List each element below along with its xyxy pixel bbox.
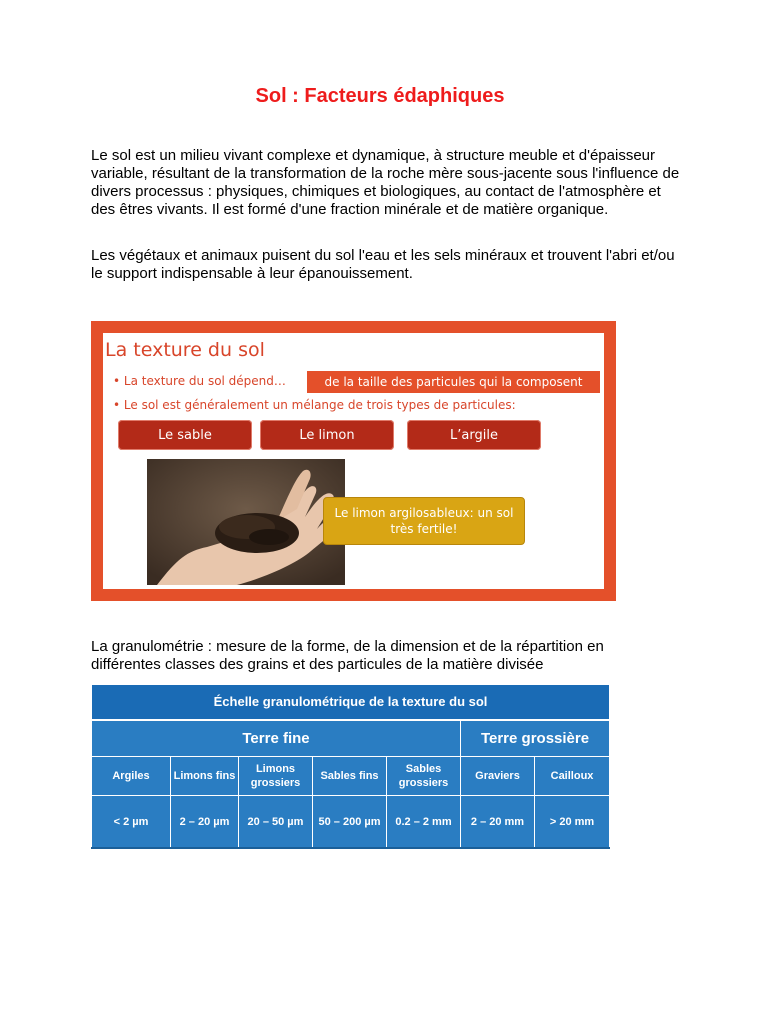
value-cell: 0.2 – 2 mm	[387, 796, 461, 849]
slide-content	[103, 333, 604, 589]
header-cell: Sables fins	[313, 757, 387, 796]
header-cell: Limons grossiers	[239, 757, 313, 796]
slide-title: La texture du sol	[105, 339, 265, 361]
header-cell: Graviers	[461, 757, 535, 796]
slide-bullet-2: • Le sol est généralement un mélange de trois types de particules:	[113, 398, 516, 412]
table-value-row	[92, 796, 610, 849]
granulometric-scale-table	[91, 684, 610, 849]
table-header-row	[92, 757, 610, 796]
header-cell: Limons fins	[171, 757, 239, 796]
value-cell: > 20 mm	[535, 796, 610, 849]
value-cell: 50 – 200 µm	[313, 796, 387, 849]
group-fine-earth: Terre fine	[92, 720, 461, 757]
particle-box-clay: L’argile	[407, 420, 541, 450]
table-title-row	[92, 685, 610, 721]
granulometry-paragraph: La granulométrie : mesure de la forme, de la dimension et de la répartition en différentes classes des grains et des particules de la matière divisée	[91, 638, 604, 673]
value-cell: 20 – 50 µm	[239, 796, 313, 849]
particle-box-silt: Le limon	[260, 420, 394, 450]
page-title: Sol : Facteurs édaphiques	[255, 85, 505, 107]
hand-with-soil-photo	[147, 459, 345, 585]
group-coarse-earth: Terre grossière	[461, 720, 610, 757]
fertile-soil-callout: Le limon argilosableux: un sol très fertile!	[323, 497, 525, 545]
table-title: Échelle granulométrique de la texture du sol	[92, 685, 610, 721]
header-cell: Argiles	[92, 757, 171, 796]
slide-bullet-1: • La texture du sol dépend…	[113, 374, 286, 388]
header-cell: Cailloux	[535, 757, 610, 796]
value-cell: < 2 µm	[92, 796, 171, 849]
intro-paragraph: Le sol est un milieu vivant complexe et dynamique, à structure meuble et d'épaisseur variable, résultant de la transformation de la roche mère sous-jacente sous l'influence de divers processus : physiques, chimiques et biologiques, au contact de l'atmosphère et des êtres vivants. Il est formé d'une fraction minérale et de matière organique.	[91, 147, 680, 218]
particle-box-sand: Le sable	[118, 420, 252, 450]
table-group-row	[92, 720, 610, 757]
soil-texture-slide	[91, 321, 616, 601]
particle-size-callout: de la taille des particules qui la composent	[307, 371, 600, 393]
hand-soil-illustration	[147, 459, 345, 585]
value-cell: 2 – 20 µm	[171, 796, 239, 849]
second-paragraph: Les végétaux et animaux puisent du sol l'eau et les sels minéraux et trouvent l'abri et/ou le support indispensable à leur épanouissement.	[91, 247, 675, 282]
header-cell: Sables grossiers	[387, 757, 461, 796]
value-cell: 2 – 20 mm	[461, 796, 535, 849]
